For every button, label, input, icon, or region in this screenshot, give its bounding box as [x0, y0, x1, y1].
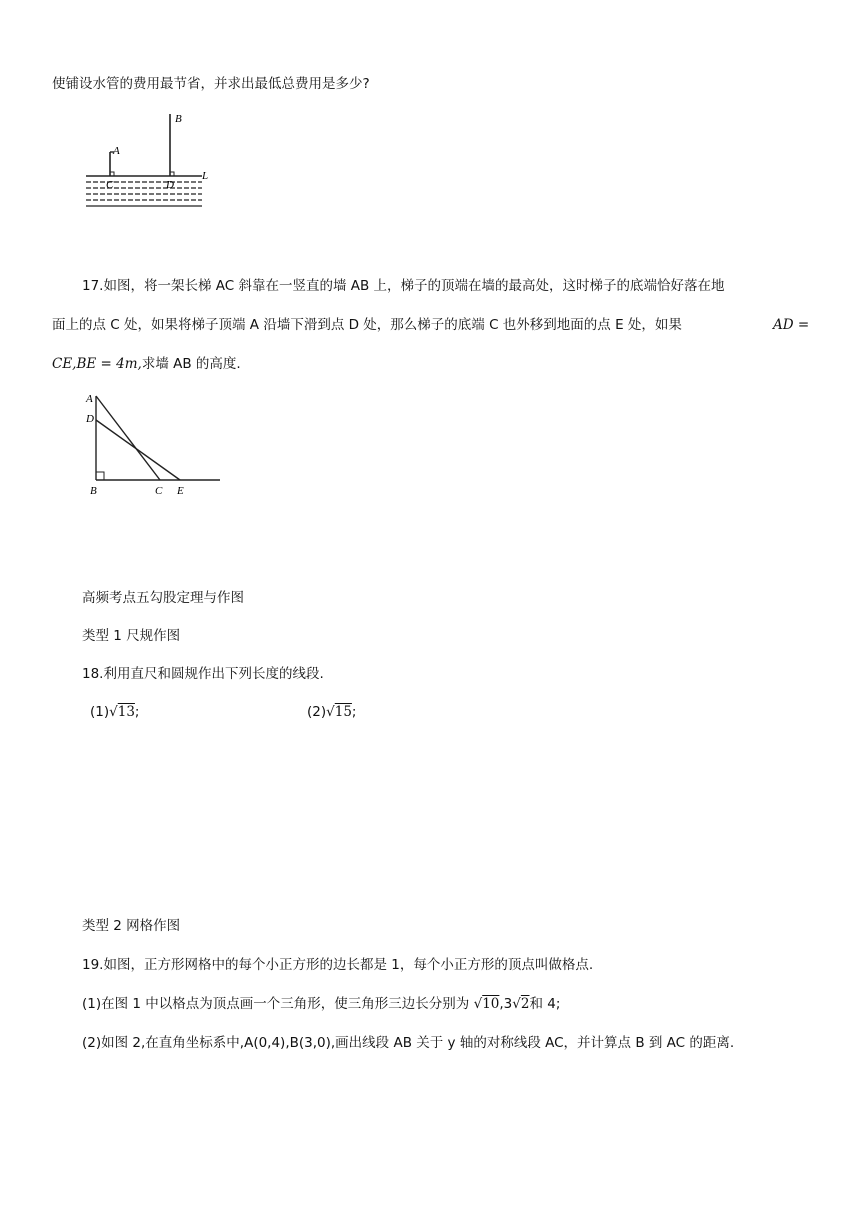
- fig16-label-d: D: [166, 179, 174, 191]
- fig17-label-c: C: [155, 485, 163, 497]
- q17-line2: 面上的点 C 处，如果将梯子顶端 A 沿墙下滑到点 D 处，那么梯子的底端 C 也外移到地面的点 E 处，如果: [52, 317, 682, 333]
- fig16-label-l: L: [202, 170, 209, 182]
- q16-tail-text: 使铺设水管的费用最节省，并求出最低总费用是多少?: [52, 76, 370, 92]
- q18-item1-radicand: 13: [117, 704, 135, 720]
- q17-line3-math: CE,BE = 4m,: [52, 356, 142, 372]
- figure-16-river-diagram: [80, 108, 220, 218]
- q18-text: 18.利用直尺和圆规作出下列长度的线段.: [82, 666, 324, 682]
- fig16-label-b: B: [175, 113, 182, 125]
- q17-line3: [52, 354, 241, 374]
- q19-part2: (2)如图 2,在直角坐标系中,A(0,4),B(3,0),画出线段 AB 关于 y 轴的对称线段 AC，并计算点 B 到 AC 的距离.: [82, 1035, 735, 1051]
- ladder-ac-line: [96, 396, 160, 480]
- q19-text: 19.如图，正方形网格中的每个小正方形的边长都是 1，每个小正方形的顶点叫做格点.: [82, 957, 594, 973]
- q18-item1: (1)√13;: [90, 704, 140, 720]
- fig16-label-c: C: [106, 179, 114, 191]
- fig16-label-a: A: [113, 145, 120, 157]
- q17-line3-text: 求墙 AB 的高度.: [141, 356, 241, 372]
- ladder-de-line: [96, 420, 180, 480]
- q19-part1: (1)在图 1 中以格点为顶点画一个三角形，使三角形三边长分别为 √10,3√2和 4;: [82, 996, 561, 1012]
- q18-item2: (2)√15;: [307, 704, 357, 720]
- q17-line2-math: AD =: [773, 317, 810, 333]
- q18-item2-radicand: 15: [334, 704, 352, 720]
- section5-type2: 类型 2 网格作图: [82, 918, 181, 934]
- section5-type1: 类型 1 尺规作图: [82, 628, 181, 644]
- fig17-label-e: E: [177, 485, 184, 497]
- figure-17-ladder-diagram: [80, 386, 230, 498]
- q17-line1: 17.如图，将一架长梯 AC 斜靠在一竖直的墙 AB 上，梯子的顶端在墙的最高处，这时梯子的底端恰好落在地: [82, 278, 725, 294]
- section5-title: 高频考点五勾股定理与作图: [82, 590, 244, 606]
- fig17-label-a: A: [86, 393, 93, 405]
- fig17-label-b: B: [90, 485, 97, 497]
- fig17-label-d: D: [86, 413, 94, 425]
